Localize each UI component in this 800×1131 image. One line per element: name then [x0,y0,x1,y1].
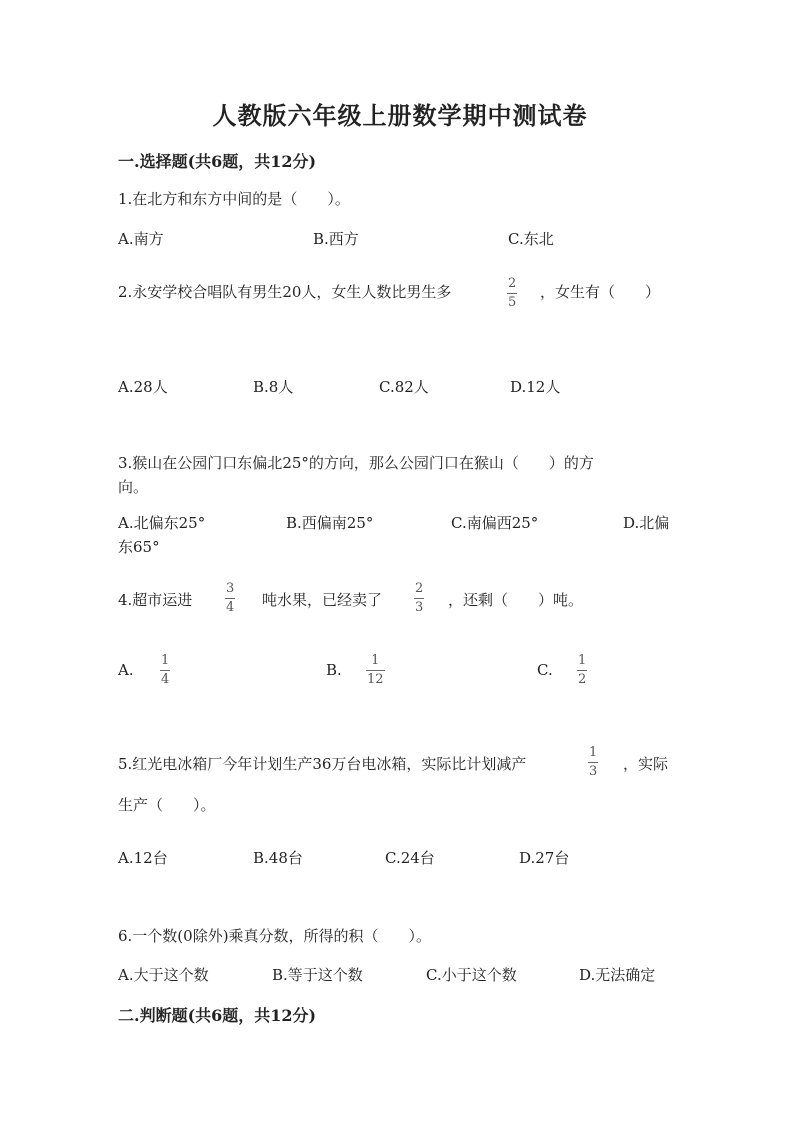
question-4-option-b-label: B. [326,661,342,679]
question-1-option-c: C.东北 [508,230,554,248]
question-2-fraction: 2 5 [508,276,517,310]
question-3-stem-line1: 3.猴山在公园门口东偏北25°的方向，那么公园门口在猴山（ ）的方 [118,454,594,472]
question-4-option-a-fraction: 1 4 [161,653,170,687]
question-3-option-d: D.北偏 [623,514,670,532]
page-title: 人教版六年级上册数学期中测试卷 [212,101,588,130]
question-6-stem: 6.一个数(0除外)乘真分数，所得的积（ ）。 [118,927,432,945]
question-2-stem: 2.永安学校合唱队有男生20人，女生人数比男生多 [118,283,452,301]
question-6-option-a: A.大于这个数 [118,966,209,984]
question-4-fraction-total: 3 4 [226,581,235,615]
question-1-stem: 1.在北方和东方中间的是（ ）。 [118,190,350,208]
question-4-option-b-fraction: 1 12 [367,653,384,687]
question-5-stem: 5.红光电冰箱厂今年计划生产36万台电冰箱，实际比计划减产 [118,755,527,773]
question-5-stem-line2: 生产（ ）。 [118,796,216,814]
question-1-option-a: A.南方 [118,230,164,248]
question-4-stem-c: ，还剩（ ）吨。 [448,591,584,609]
question-3-option-a: A.北偏东25° [118,514,206,532]
question-4-option-c-fraction: 1 2 [578,653,587,687]
question-2-option-a: A.28人 [118,378,168,396]
section-heading-judgment: 二.判断题(共6题，共12分) [118,1006,317,1025]
question-6-option-b: B.等于这个数 [272,966,363,984]
question-3-stem-line2: 向。 [118,478,149,496]
question-3-option-d-wrap: 东65° [118,538,160,556]
question-6-option-d: D.无法确定 [579,966,656,984]
question-6-option-c: C.小于这个数 [426,966,517,984]
question-2-stem-end: ，女生有（ ） [540,283,661,301]
question-5-option-a: A.12台 [118,849,168,867]
question-2-option-b: B.8人 [253,378,294,396]
question-2-option-d: D.12人 [510,378,561,396]
question-5-stem-end: ，实际 [623,755,669,773]
question-4-option-a-label: A. [118,661,134,679]
question-2-option-c: C.82人 [379,378,429,396]
question-5-option-b: B.48台 [253,849,303,867]
section-heading-choice: 一.选择题(共6题，共12分) [118,152,317,171]
question-4-option-c-label: C. [537,661,553,679]
question-5-option-c: C.24台 [385,849,435,867]
question-4-stem-b: 吨水果，已经卖了 [262,591,383,609]
question-4-stem-a: 4.超市运进 [118,591,193,609]
question-1-option-b: B.西方 [313,230,359,248]
question-3-option-c: C.南偏西25° [451,514,539,532]
question-5-option-d: D.27台 [519,849,570,867]
question-5-fraction: 1 3 [589,745,598,779]
question-3-option-b: B.西偏南25° [286,514,374,532]
question-4-fraction-sold: 2 3 [415,581,424,615]
